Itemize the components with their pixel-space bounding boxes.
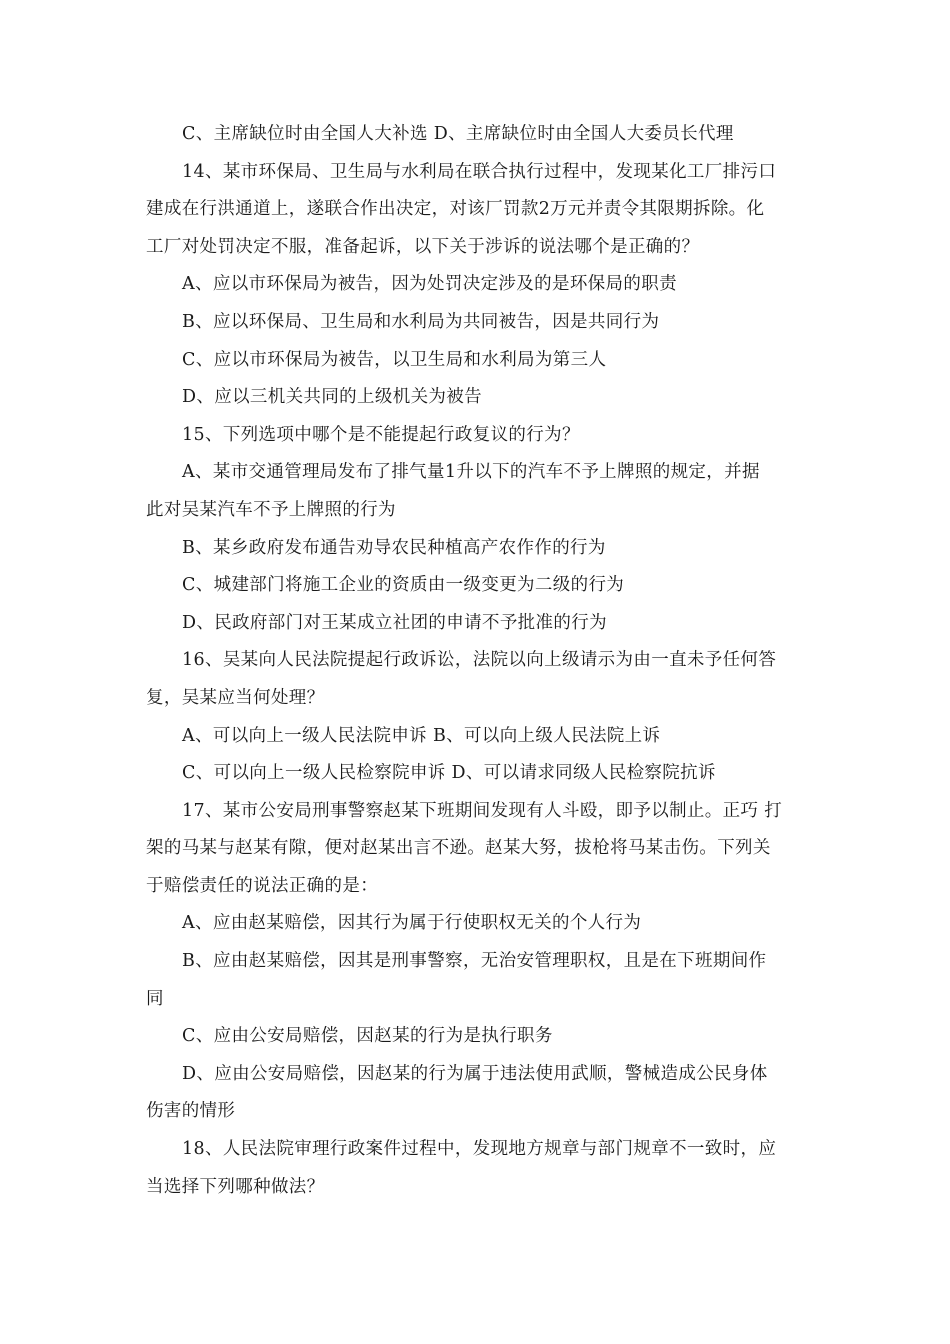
text-line: B、应以环保局、卫生局和水利局为共同被告，因是共同行为	[182, 311, 660, 332]
text-line: 同	[146, 988, 164, 1009]
text-line: 伤害的情形	[146, 1101, 236, 1122]
text-line: B、某乡政府发布通告劝导农民种植高产农作作的行为	[182, 537, 606, 558]
text-line: D、应以三机关共同的上级机关为被告	[182, 387, 482, 408]
text-line: 于赔偿责任的说法正确的是：	[146, 875, 379, 896]
text-line: C、可以向上一级人民检察院申诉 D、可以请求同级人民检察院抗诉	[182, 763, 716, 784]
text-line: 18、人民法院审理行政案件过程中，发现地方规章与部门规章不一致时，应	[182, 1139, 777, 1160]
text-line: 建成在行洪通道上，遂联合作出决定，对该厂罚款2万元并责令其限期拆除。化	[146, 199, 765, 220]
text-line: 15、下列选项中哪个是不能提起行政复议的行为？	[182, 424, 580, 445]
text-line: A、某市交通管理局发布了排气量1升以下的汽车不予上牌照的规定，并据	[182, 462, 760, 483]
text-line: C、应由公安局赔偿，因赵某的行为是执行职务	[182, 1026, 553, 1047]
text-line: 工厂对处罚决定不服，准备起诉，以下关于涉诉的说法哪个是正确的？	[146, 236, 700, 257]
text-line: A、应由赵某赔偿，因其行为属于行使职权无关的个人行为	[182, 913, 642, 934]
text-line: B、应由赵某赔偿，因其是刑事警察，无治安管理职权，且是在下班期间作	[182, 951, 767, 972]
document-body	[146, 116, 810, 1206]
text-line: D、民政府部门对王某成立社团的申请不予批准的行为	[182, 612, 607, 633]
text-line: 架的马某与赵某有隙，便对赵某出言不逊。赵某大努，拔枪将马某击伤。下列关	[146, 838, 771, 859]
text-line: 16、吴某向人民法院提起行政诉讼，法院以向上级请示为由一直未予任何答	[182, 650, 777, 671]
text-line: 当选择下列哪种做法？	[146, 1176, 325, 1197]
text-line: C、主席缺位时由全国人大补选 D、主席缺位时由全国人大委员长代理	[182, 124, 734, 144]
text-line: 此对吴某汽车不予上牌照的行为	[146, 499, 396, 520]
text-line: 14、某市环保局、卫生局与水利局在联合执行过程中，发现某化工厂排污口	[182, 161, 777, 182]
text-line: D、应由公安局赔偿，因赵某的行为属于违法使用武顺，警械造成公民身体	[182, 1063, 768, 1084]
text-line: C、城建部门将施工企业的资质由一级变更为二级的行为	[182, 575, 625, 596]
text-line: 复，吴某应当何处理？	[146, 687, 325, 708]
text-line: A、可以向上一级人民法院申诉 B、可以向上级人民法院上诉	[182, 725, 661, 746]
text-line: C、应以市环保局为被告，以卫生局和水利局为第三人	[182, 349, 607, 370]
text-line: A、应以市环保局为被告，因为处罚决定涉及的是环保局的职责	[182, 274, 677, 295]
text-line: 17、某市公安局刑事警察赵某下班期间发现有人斗殴，即予以制止。正巧 打	[182, 800, 783, 821]
